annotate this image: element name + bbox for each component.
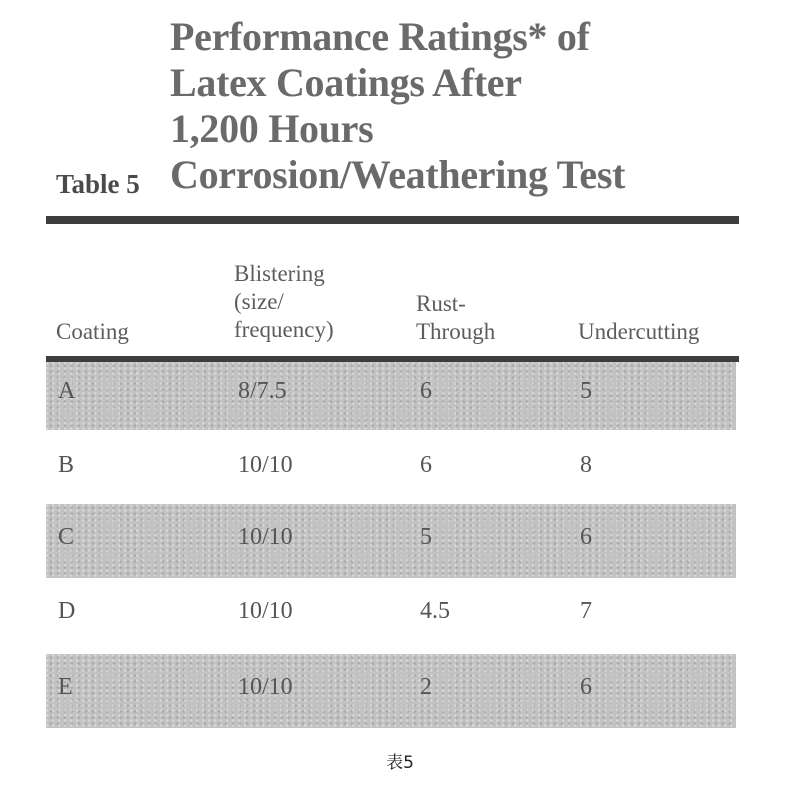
column-header-line: Rust- xyxy=(416,291,466,316)
table-number: Table 5 xyxy=(56,169,140,199)
table-heading xyxy=(0,0,800,215)
rust-through-cell: 2 xyxy=(420,674,432,700)
column-header-line: Undercutting xyxy=(578,319,700,344)
rust-through-cell: 4.5 xyxy=(420,598,450,624)
column-header-line: frequency) xyxy=(234,317,334,342)
table-row xyxy=(46,578,736,654)
coating-cell: A xyxy=(58,378,76,404)
coating-cell: D xyxy=(58,598,76,624)
undercutting-cell: 6 xyxy=(580,524,592,550)
table-row xyxy=(46,362,736,430)
column-header-undercutting xyxy=(578,318,699,346)
column-header-line: Blistering xyxy=(234,261,325,286)
table-title xyxy=(170,14,625,198)
rust-through-cell: 5 xyxy=(420,524,432,550)
undercutting-cell: 6 xyxy=(580,674,592,700)
coating-cell: E xyxy=(58,674,73,700)
coating-cell: C xyxy=(58,524,75,550)
column-header-coating xyxy=(56,318,129,346)
column-header-blistering xyxy=(234,260,334,344)
rust-through-cell: 6 xyxy=(420,378,432,404)
top-rule xyxy=(46,216,739,224)
blistering-cell: 8/7.5 xyxy=(238,378,287,404)
undercutting-cell: 5 xyxy=(580,378,592,404)
title-line: Latex Coatings After xyxy=(170,60,522,105)
column-header-line: (size/ xyxy=(234,289,284,314)
blistering-cell: 10/10 xyxy=(238,674,293,700)
undercutting-cell: 7 xyxy=(580,598,592,624)
undercutting-cell: 8 xyxy=(580,452,592,478)
blistering-cell: 10/10 xyxy=(238,598,293,624)
rust-through-cell: 6 xyxy=(420,452,432,478)
table-row xyxy=(46,430,736,504)
title-line: Corrosion/Weathering Test xyxy=(170,152,626,197)
title-line: 1,200 Hours xyxy=(170,106,374,151)
column-header-rust-through xyxy=(416,290,495,346)
figure-caption: 表5 xyxy=(386,753,414,773)
table-row xyxy=(46,504,736,578)
coating-cell: B xyxy=(58,452,75,478)
blistering-cell: 10/10 xyxy=(238,452,293,478)
column-header-line: Through xyxy=(416,319,496,344)
blistering-cell: 10/10 xyxy=(238,524,293,550)
table-row xyxy=(46,654,736,728)
column-header-line: Coating xyxy=(56,319,129,344)
title-line: Performance Ratings* of xyxy=(170,14,590,59)
